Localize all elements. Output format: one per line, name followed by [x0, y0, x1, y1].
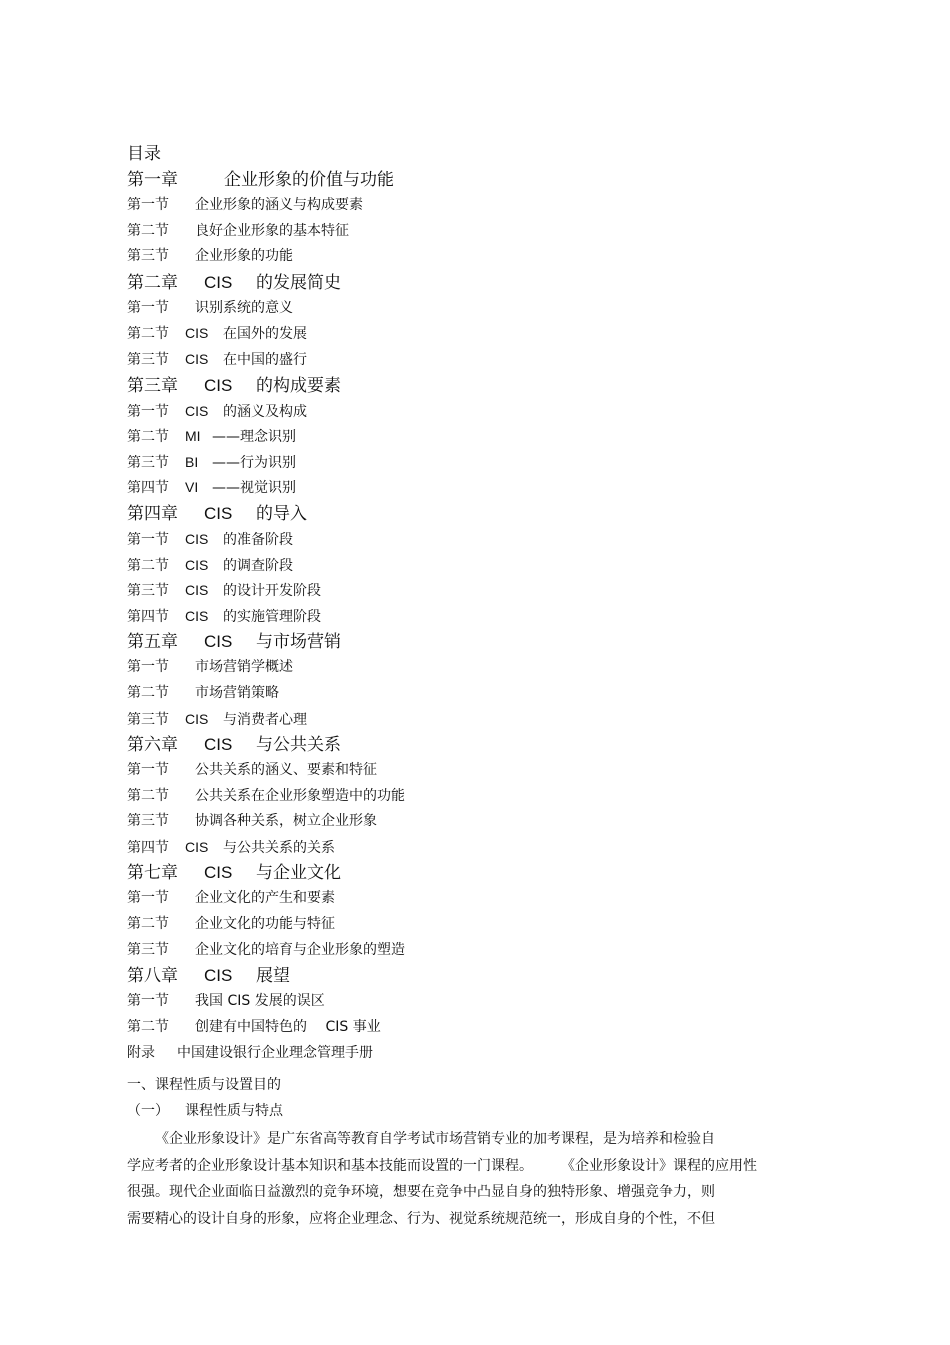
section-label: 第四节	[127, 608, 169, 625]
section-title: 企业形象的涵义与构成要素	[195, 197, 363, 213]
section-label: 第二节	[127, 429, 169, 446]
toc-section	[127, 758, 827, 784]
chapter-title: 与公共关系	[256, 735, 341, 756]
section-label: 第二节	[127, 916, 169, 933]
paragraph-line: 《企业形象设计》是广东省高等教育自学考试市场营销专业的加考课程，是为培养和检验自	[155, 1131, 715, 1148]
toc-section	[127, 938, 827, 964]
section-title: 识别系统的意义	[195, 299, 293, 316]
toc-section	[127, 989, 827, 1015]
section-title: 协调各种关系，树立企业形象	[195, 813, 377, 830]
section-title: 的设计开发阶段	[223, 583, 321, 600]
toc-chapter	[127, 270, 827, 296]
document-body	[127, 141, 827, 1232]
appendix-label: 附录	[127, 1045, 155, 1062]
section-title: 企业文化的产生和要素	[195, 890, 335, 907]
section-label: 第一节	[127, 403, 169, 420]
toc-section	[127, 219, 827, 245]
section-label: 第一节	[127, 890, 169, 907]
toc-chapter	[127, 860, 827, 886]
section-label: 第二节	[127, 557, 169, 574]
toc-section	[127, 399, 827, 425]
section-label: 第二节	[127, 1018, 169, 1035]
section-abbrev: CIS	[185, 350, 209, 367]
section-label: 第三节	[127, 941, 169, 958]
chapter-abbrev: CIS	[204, 272, 233, 292]
toc-chapter	[127, 963, 827, 989]
subheading-course-features	[127, 1098, 827, 1124]
section-label: 第四节	[127, 839, 169, 856]
chapter-label: 第六章	[127, 735, 178, 756]
chapter-title: 与企业文化	[256, 863, 341, 884]
section-abbrev: MI	[185, 428, 201, 445]
toc-chapter	[127, 629, 827, 655]
chapter-abbrev: CIS	[204, 735, 233, 755]
toc-section	[127, 809, 827, 835]
toc-section	[127, 244, 827, 270]
section-label: 第一节	[127, 762, 169, 779]
section-abbrev: CIS	[185, 325, 209, 342]
section-abbrev: BI	[185, 453, 199, 470]
section-title: 公共关系在企业形象塑造中的功能	[195, 787, 405, 804]
section-title: 企业文化的培育与企业形象的塑造	[195, 941, 405, 958]
section-label: 第一节	[127, 659, 169, 676]
paragraph-line: 很强。现代企业面临日益激烈的竞争环境，想要在竞争中凸显自身的独特形象、增强竞争力，则	[127, 1184, 715, 1201]
paragraph-line: 需要精心的设计自身的形象，应将企业理念、行为、视觉系统规范统一，形成自身的个性，不但	[127, 1210, 715, 1227]
toc-section	[127, 347, 827, 373]
toc-chapter	[127, 501, 827, 527]
section-abbrev: CIS	[185, 582, 209, 599]
section-title: 公共关系的涵义、要素和特征	[195, 762, 377, 779]
section-title: ——行为识别	[212, 454, 296, 471]
toc-section	[127, 321, 827, 347]
section-label: 第一节	[127, 197, 169, 213]
toc-section	[127, 912, 827, 938]
toc-section	[127, 835, 827, 861]
toc-section	[127, 424, 827, 450]
toc-section	[127, 1015, 827, 1041]
section-label: 第二节	[127, 684, 169, 701]
section-title: 我国 CIS 发展的误区	[195, 993, 325, 1010]
subheading-title: 课程性质与特点	[185, 1103, 283, 1120]
toc-appendix	[127, 1040, 827, 1066]
chapter-abbrev: CIS	[204, 632, 233, 652]
section-label: 第一节	[127, 531, 169, 548]
section-title: 创建有中国特色的 CIS 事业	[195, 1018, 381, 1035]
section-abbrev: CIS	[185, 710, 209, 727]
toc-section	[127, 527, 827, 553]
section-title: 与消费者心理	[223, 711, 307, 728]
toc-section	[127, 604, 827, 630]
toc-chapter	[127, 732, 827, 758]
chapter-abbrev: CIS	[204, 375, 233, 395]
chapter-title: 企业形象的价值与功能	[224, 170, 394, 190]
section-title: 的涵义及构成	[223, 403, 307, 420]
section-title: 的实施管理阶段	[223, 608, 321, 625]
chapter-title: 的发展简史	[256, 272, 341, 293]
chapter-label: 第五章	[127, 632, 178, 653]
chapter-label: 第四章	[127, 503, 178, 524]
toc-section	[127, 707, 827, 733]
section-abbrev: CIS	[185, 607, 209, 624]
section-title: 的调查阶段	[223, 557, 293, 574]
section-label: 第二节	[127, 326, 169, 343]
body-paragraph	[127, 1126, 827, 1232]
section-label: 第三节	[127, 813, 169, 830]
toc-title: 目录	[127, 144, 161, 164]
section-label: 第三节	[127, 454, 169, 471]
chapter-abbrev: CIS	[204, 966, 233, 986]
chapter-label: 第一章	[127, 170, 178, 190]
section-title: ——理念识别	[212, 429, 296, 446]
section-label: 第二节	[127, 787, 169, 804]
section-label: 第三节	[127, 583, 169, 600]
chapter-title: 的导入	[256, 503, 307, 524]
section-label: 第四节	[127, 480, 169, 497]
section-abbrev: CIS	[185, 556, 209, 573]
toc-section	[127, 655, 827, 681]
chapter-abbrev: CIS	[204, 863, 233, 883]
section-title: 在国外的发展	[223, 326, 307, 343]
toc-chapter	[127, 373, 827, 399]
chapter-label: 第八章	[127, 966, 178, 987]
section-title: 的准备阶段	[223, 531, 293, 548]
toc-section	[127, 578, 827, 604]
section-title: 良好企业形象的基本特征	[195, 222, 349, 239]
section-title: 市场营销学概述	[195, 659, 293, 676]
section-abbrev: CIS	[185, 838, 209, 855]
chapter-title: 展望	[256, 966, 290, 987]
section-title: 企业文化的功能与特征	[195, 916, 335, 933]
toc-section	[127, 193, 827, 219]
toc-section	[127, 681, 827, 707]
chapter-label: 第三章	[127, 375, 178, 396]
chapter-label: 第二章	[127, 272, 178, 293]
section-abbrev: VI	[185, 479, 199, 496]
toc-section	[127, 296, 827, 322]
subheading-label: （一）	[127, 1103, 169, 1120]
section-label: 第一节	[127, 993, 169, 1010]
section-label: 第一节	[127, 299, 169, 316]
paragraph-line: 学应考者的企业形象设计基本知识和基本技能而设置的一门课程。 《企业形象设计》课程的应用性	[127, 1157, 757, 1174]
section-abbrev: CIS	[185, 530, 209, 547]
toc-section	[127, 886, 827, 912]
section-abbrev: CIS	[185, 402, 209, 419]
toc-section	[127, 553, 827, 579]
section-title: 与公共关系的关系	[223, 839, 335, 856]
chapter-title: 与市场营销	[256, 632, 341, 653]
section-title: 企业形象的功能	[195, 248, 293, 265]
toc-section	[127, 450, 827, 476]
toc-chapter	[127, 167, 827, 193]
table-of-contents	[127, 167, 827, 1040]
chapter-label: 第七章	[127, 863, 178, 884]
chapter-title: 的构成要素	[256, 375, 341, 396]
section-title: 在中国的盛行	[223, 351, 307, 368]
heading-course-nature: 一、课程性质与设置目的	[127, 1077, 281, 1094]
section-label: 第三节	[127, 711, 169, 728]
section-title: ——视觉识别	[212, 480, 296, 497]
toc-section	[127, 784, 827, 810]
section-label: 第三节	[127, 351, 169, 368]
section-title: 市场营销策略	[195, 684, 279, 701]
toc-section	[127, 475, 827, 501]
section-label: 第三节	[127, 248, 169, 265]
section-label: 第二节	[127, 222, 169, 239]
chapter-abbrev: CIS	[204, 503, 233, 523]
appendix-title: 中国建设银行企业理念管理手册	[177, 1045, 373, 1062]
